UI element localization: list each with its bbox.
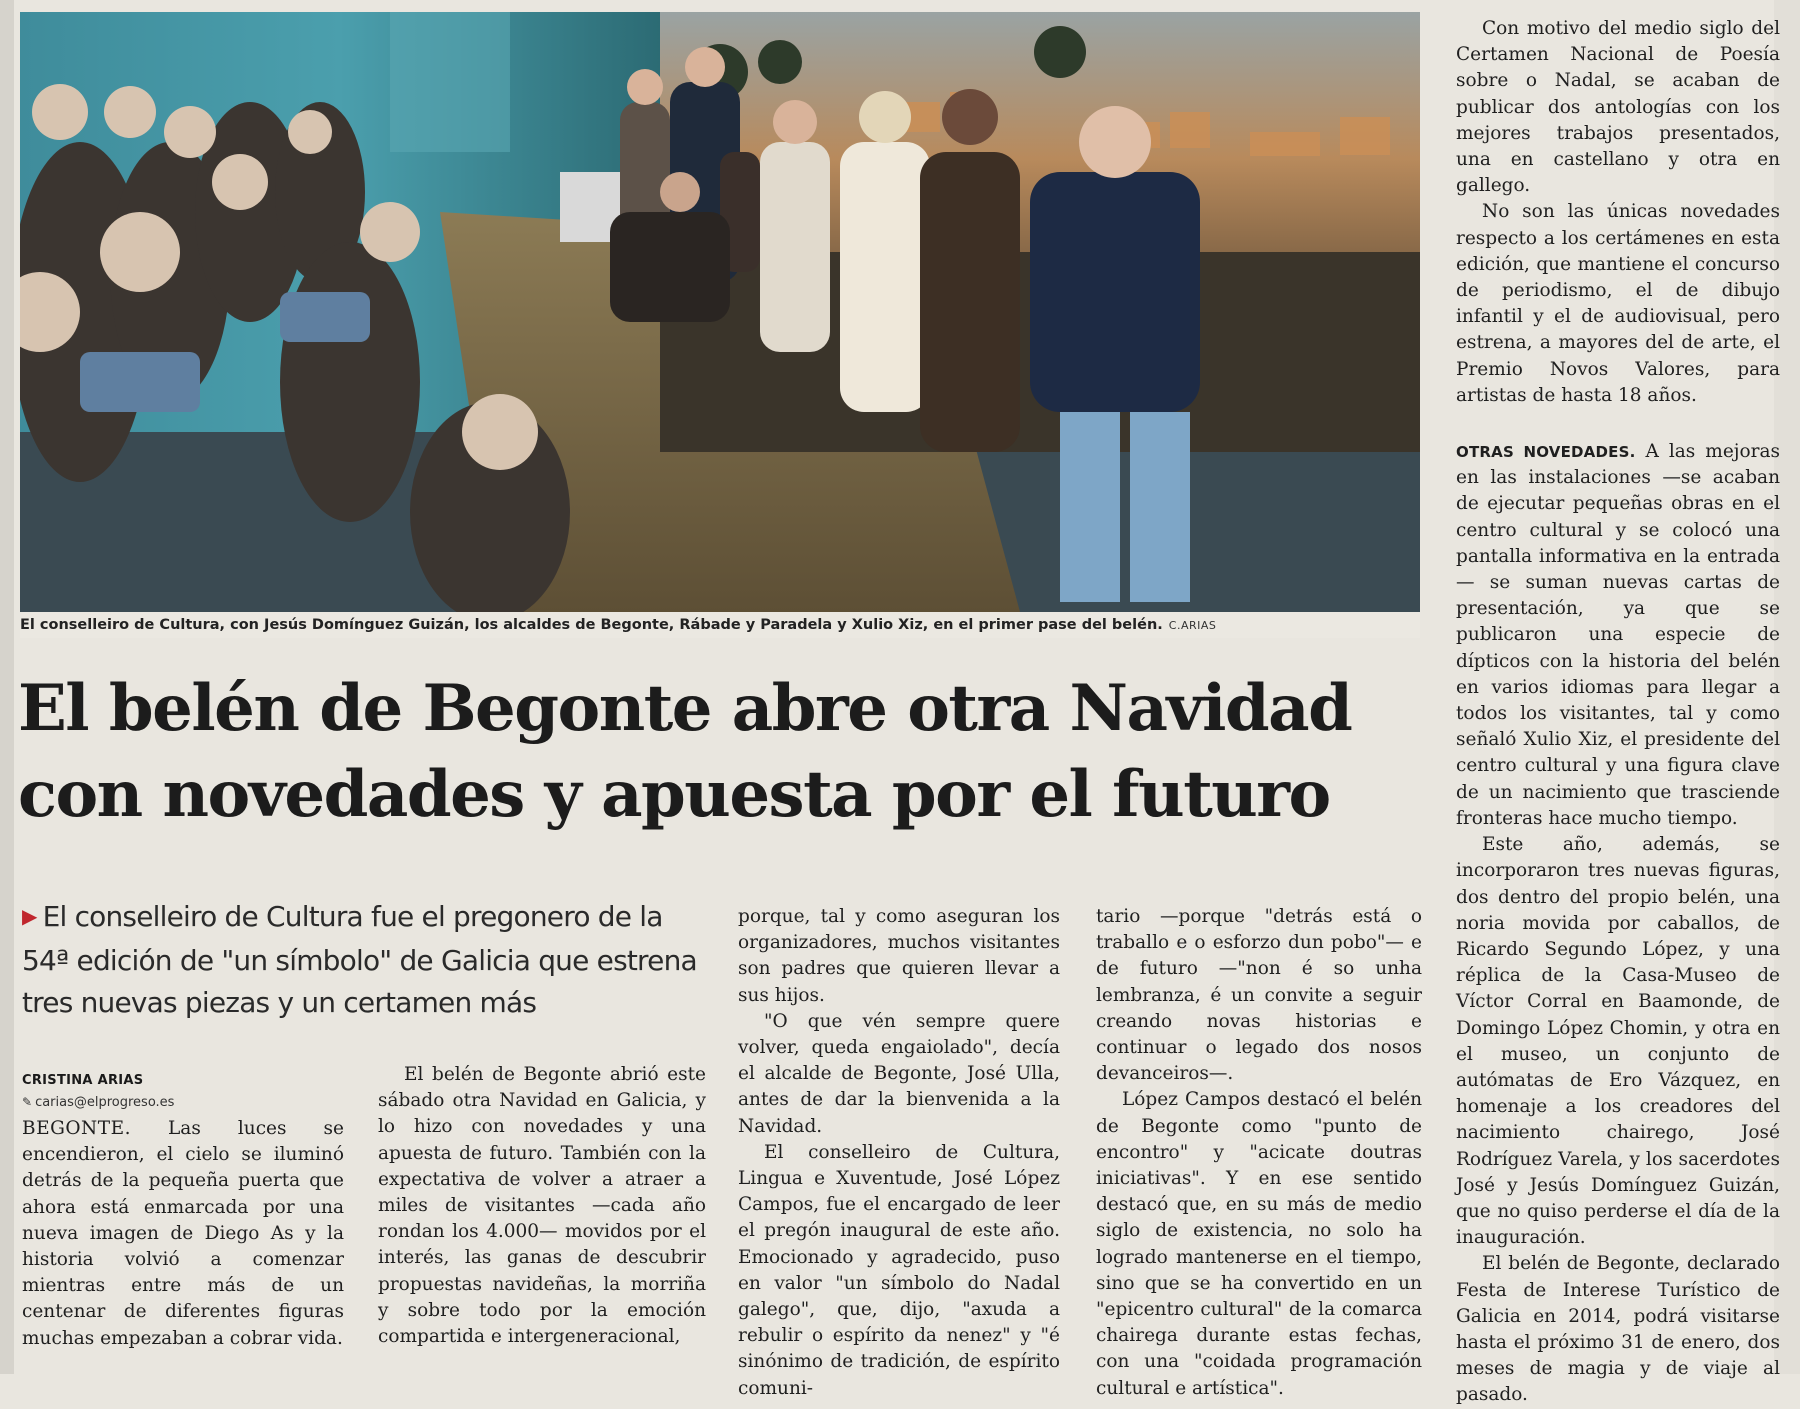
dateline: BEGONTE. [22, 1118, 131, 1139]
body-column-3 [738, 904, 1060, 1402]
article-photo [20, 12, 1420, 612]
paragraph: El conselleiro de Cultura, Lingua e Xuventude, José López Campos, fue el encargado de leer el pregón inaugural de este año. Emocionado y agradecido, puso en valor "un símbolo do Nadal galego", que, dijo, "axuda a rebulir o espírito da nenez" y "é sinónimo de tradición, de espírito comuni- [738, 1141, 1060, 1399]
photo-credit: C.ARIAS [1168, 619, 1217, 632]
paragraph: El belén de Begonte, declarado Festa de Interese Turístico de Galicia en 2014, podrá visitarse hasta el próximo 31 de enero, dos meses de magia y de viaje al pasado. [1456, 1253, 1780, 1406]
photo-caption [20, 612, 1420, 638]
section-gap [1456, 409, 1780, 439]
body-column-1 [22, 1116, 344, 1352]
summary-text: El conselleiro de Cultura fue el pregonero de la 54ª edición de "un símbolo" de Galicia que estrena tres nuevas piezas y un certamen más [22, 900, 697, 1019]
triangle-bullet-icon: ▶ [22, 904, 37, 928]
paragraph-text: Las luces se encendieron, el cielo se iluminó detrás de la pequeña puerta que ahora está enmarcada por una nueva imagen de Diego As y la historia volvió a comenzar mientras entre más de un centenar de diferentes figuras muchas empezaban a cobrar vida. [22, 1118, 344, 1349]
byline [22, 1072, 352, 1115]
paragraph: porque, tal y como aseguran los organizadores, muchos visitantes son padres que quieren llevar a sus hijos. [738, 906, 1060, 1006]
article-headline [18, 666, 1428, 838]
author-email-text: carias@elprogreso.es [35, 1095, 175, 1110]
section-subhead: OTRAS NOVEDADES. [1456, 443, 1636, 462]
body-column-5 [1456, 16, 1780, 1409]
author-email[interactable] [22, 1090, 352, 1115]
headline-line-1: El belén de Begonte abre otra Navidad [18, 671, 1352, 746]
caption-text: El conselleiro de Cultura, con Jesús Domínguez Guizán, los alcaldes de Begonte, Rábade y Paradela y Xulio Xiz, en el primer pase del belén. [20, 617, 1163, 633]
paragraph [1456, 439, 1780, 832]
paragraph-text: A las mejoras en las instalaciones —se acaban de ejecutar pequeñas obras en el centro cultural y se colocó una pantalla informativa en la entrada— se suman nuevas cartas de presentación, ya que se publicaron una especie de dípticos con la historia del belén en varios idiomas para llegar a todos los visitantes, tal y como señaló Xulio Xiz, el presidente del centro cultural y una figura clave de un nacimiento que trasciende fronteras hace mucho tiempo. [1456, 441, 1781, 829]
paragraph: Con motivo del medio siglo del Certamen Nacional de Poesía sobre o Nadal, se acaban de publicar dos antologías con los mejores trabajos presentados, una en castellano y otra en gallego. [1456, 18, 1780, 197]
paragraph: No son las únicas novedades respecto a los certámenes en esta edición, que mantiene el concurso de periodismo, el de dibujo infantil y el de audiovisual, pero estrena, a mayores del de arte, el Premio Novos Valores, para artistas de hasta 18 años. [1456, 201, 1780, 406]
paragraph: tario —porque "detrás está o traballo e o esforzo dun pobo"— e de futuro —"non é so unha lembranza, é un convite a seguir creando novas historias e continuar o legado dos nosos devanceiros—. [1096, 906, 1422, 1085]
paragraph: Este año, además, se incorporaron tres nuevas figuras, dos dentro del propio belén, una noria movida por caballos, de Ricardo Segundo López, y una réplica de la Casa-Museo de Víctor Corral en Baamonde, de Domingo López Chomin, y otra en el museo, un conjunto de autómatas de Ero Vázquez, en homenaje a los creadores del nacimiento chairego, José Rodríguez Varela, y los sacerdotes José y Jesús Domínguez Guizán, que no quiso perderse el día de la inauguración. [1456, 834, 1780, 1249]
author-name: CRISTINA ARIAS [22, 1073, 144, 1088]
body-column-2 [378, 1062, 706, 1350]
body-column-4 [1096, 904, 1422, 1402]
article-summary [22, 896, 712, 1024]
photo-illustration [20, 12, 1420, 612]
paragraph: López Campos destacó el belén de Begonte como "punto de encontro" y "acicate doutras iniciativas". Y en ese sentido destacó que, en su más de medio siglo de existencia, no solo ha logrado mantenerse en el tiempo, sino que se ha convertido en un "epicentro cultural" de la comarca chairega durante estas fechas, con una "coidada programación cultural e artística". [1096, 1089, 1422, 1399]
paragraph [22, 1116, 344, 1352]
paragraph: "O que vén sempre quere volver, queda engaiolado", decía el alcalde de Begonte, José Ulla, antes de dar la bienvenida a la Navidad. [738, 1010, 1060, 1137]
paragraph: El belén de Begonte abrió este sábado otra Navidad en Galicia, y lo hizo con novedades y una apuesta de futuro. También con la expectativa de volver a atraer a miles de visitantes —cada año rondan los 4.000— movidos por el interés, las ganas de descubrir propuestas navideñas, la morriña y sobre todo por la emoción compartida e intergeneracional, [378, 1064, 706, 1348]
headline-line-2: con novedades y apuesta por el futuro [18, 757, 1330, 832]
page-gutter [0, 0, 14, 1374]
pen-icon: ✎ [22, 1095, 33, 1109]
